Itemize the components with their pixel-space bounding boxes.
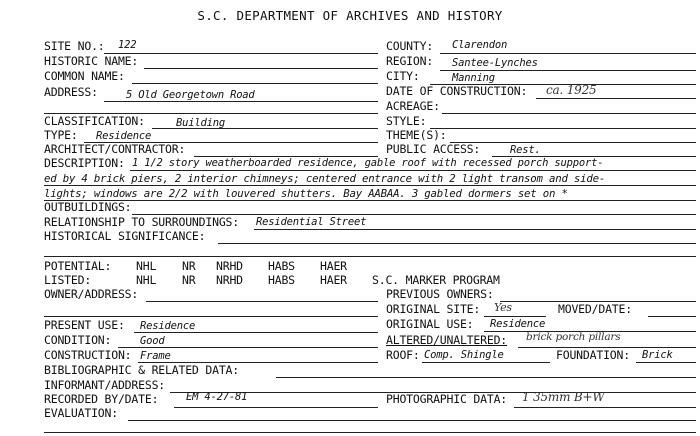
relationship-line bbox=[254, 229, 696, 230]
region-label: REGION: bbox=[386, 54, 434, 68]
moved-date-label: MOVED/DATE: bbox=[558, 302, 632, 316]
architect-label: ARCHITECT/CONTRACTOR: bbox=[44, 142, 186, 156]
description-rule-1 bbox=[130, 170, 696, 171]
potential-label: POTENTIAL: bbox=[44, 259, 112, 273]
roof-value: Comp. Shingle bbox=[424, 349, 504, 361]
historic-name-line bbox=[144, 68, 378, 69]
acreage-line bbox=[442, 113, 696, 114]
informant-label: INFORMANT/ADDRESS: bbox=[44, 378, 166, 392]
region-value: Santee-Lynches bbox=[452, 57, 538, 69]
classification-value: Building bbox=[176, 117, 225, 129]
description-line-1: 1 1/2 story weatherboarded residence, gable roof with recessed porch support- bbox=[132, 157, 604, 169]
listed-haer: HAER bbox=[320, 273, 347, 287]
style-line bbox=[430, 128, 696, 129]
address-value: 5 Old Georgetown Road bbox=[126, 89, 255, 101]
listed-nhl: NHL bbox=[136, 273, 157, 287]
original-use-label: ORIGINAL USE: bbox=[386, 317, 474, 331]
owner-line bbox=[146, 301, 378, 302]
condition-value: Good bbox=[140, 335, 165, 347]
foundation-label: FOUNDATION: bbox=[556, 348, 630, 362]
date-construction-line bbox=[536, 98, 696, 99]
original-site-label: ORIGINAL SITE: bbox=[386, 302, 481, 316]
historic-name-label: HISTORIC NAME: bbox=[44, 54, 139, 68]
relationship-label: RELATIONSHIP TO SURROUNDINGS: bbox=[44, 215, 239, 229]
county-value: Clarendon bbox=[452, 39, 508, 51]
bibliographic-label: BIBLIOGRAPHIC & RELATED DATA: bbox=[44, 363, 239, 377]
description-rule-2 bbox=[44, 185, 696, 186]
construction-label: CONSTRUCTION: bbox=[44, 348, 132, 362]
address-line bbox=[104, 101, 378, 102]
address-label: ADDRESS: bbox=[44, 85, 98, 99]
altered-label: ALTERED/UNALTERED: bbox=[386, 333, 508, 347]
original-use-value: Residence bbox=[490, 318, 546, 330]
listed-habs: HABS bbox=[268, 273, 295, 287]
listed-nr: NR bbox=[182, 273, 196, 287]
potential-nrhd: NRHD bbox=[216, 259, 243, 273]
type-label: TYPE: bbox=[44, 128, 78, 142]
moved-date-line bbox=[648, 316, 696, 317]
classification-label: CLASSIFICATION: bbox=[44, 114, 145, 128]
style-label: STYLE: bbox=[386, 114, 427, 128]
present-use-line bbox=[134, 332, 378, 333]
present-use-label: PRESENT USE: bbox=[44, 318, 125, 332]
county-line bbox=[440, 53, 696, 54]
classification-line bbox=[152, 128, 378, 129]
listed-nrhd: NRHD bbox=[216, 273, 243, 287]
common-name-line bbox=[132, 83, 378, 84]
site-no-value: 122 bbox=[118, 39, 137, 51]
county-label: COUNTY: bbox=[386, 39, 434, 53]
theme-line bbox=[450, 142, 696, 143]
roof-label: ROOF: bbox=[386, 348, 420, 362]
recorded-label: RECORDED BY/DATE: bbox=[44, 392, 159, 406]
previous-owners-label: PREVIOUS OWNERS: bbox=[386, 287, 494, 301]
form-title: S.C. DEPARTMENT OF ARCHIVES AND HISTORY bbox=[197, 8, 503, 23]
evaluation-label: EVALUATION: bbox=[44, 406, 118, 420]
site-no-label: SITE NO.: bbox=[44, 39, 105, 53]
altered-value: brick porch pillars bbox=[526, 331, 621, 343]
evaluation-line-2 bbox=[44, 432, 696, 433]
photographic-value: 1 35mm B+W bbox=[522, 390, 605, 404]
potential-nr: NR bbox=[182, 259, 196, 273]
present-use-value: Residence bbox=[140, 320, 196, 332]
roof-line bbox=[422, 362, 550, 363]
relationship-value: Residential Street bbox=[256, 216, 367, 228]
public-access-label: PUBLIC ACCESS: bbox=[386, 142, 481, 156]
site-no-line bbox=[104, 53, 378, 54]
foundation-line bbox=[636, 362, 696, 363]
date-construction-value: ca. 1925 bbox=[546, 83, 597, 97]
photographic-label: PHOTOGRAPHIC DATA: bbox=[386, 392, 508, 406]
owner-label: OWNER/ADDRESS: bbox=[44, 287, 139, 301]
original-site-line bbox=[484, 316, 546, 317]
region-line bbox=[440, 70, 696, 71]
photographic-line bbox=[514, 407, 696, 408]
foundation-value: Brick bbox=[642, 349, 673, 361]
common-name-label: COMMON NAME: bbox=[44, 69, 125, 83]
potential-haer: HAER bbox=[320, 259, 347, 273]
type-value: Residence bbox=[96, 130, 152, 142]
description-line-3: lights; windows are 2/2 with louvered shutters. Bay AABAA. 3 gabled dormers set on * bbox=[44, 187, 568, 200]
theme-label: THEME(S): bbox=[386, 128, 447, 142]
significance-line bbox=[218, 243, 696, 244]
section-separator bbox=[44, 256, 696, 257]
construction-value: Frame bbox=[140, 350, 171, 362]
outbuildings-label: OUTBUILDINGS: bbox=[44, 200, 132, 214]
condition-line bbox=[118, 347, 378, 348]
condition-label: CONDITION: bbox=[44, 333, 112, 347]
listed-label: LISTED: bbox=[44, 273, 92, 287]
bibliographic-line bbox=[276, 377, 696, 378]
evaluation-line bbox=[128, 420, 696, 421]
city-label: CITY: bbox=[386, 69, 420, 83]
recorded-value: EM 4-27-81 bbox=[186, 391, 248, 403]
description-rule-3 bbox=[44, 200, 696, 201]
acreage-label: ACREAGE: bbox=[386, 99, 440, 113]
description-label: DESCRIPTION: bbox=[44, 156, 125, 170]
city-value: Manning bbox=[452, 72, 495, 84]
significance-label: HISTORICAL SIGNIFICANCE: bbox=[44, 229, 206, 243]
potential-habs: HABS bbox=[268, 259, 295, 273]
date-construction-label: DATE OF CONSTRUCTION: bbox=[386, 84, 528, 98]
public-access-value: Rest. bbox=[510, 144, 541, 156]
marker-program-label: S.C. MARKER PROGRAM bbox=[372, 273, 500, 287]
description-line-2: ed by 4 brick piers, 2 interior chimneys; centered entrance with 2 light transom and side- bbox=[44, 172, 606, 185]
owner-line-2 bbox=[44, 316, 378, 317]
potential-nhl: NHL bbox=[136, 259, 157, 273]
recorded-line bbox=[174, 407, 378, 408]
original-site-value: Yes bbox=[494, 301, 512, 314]
